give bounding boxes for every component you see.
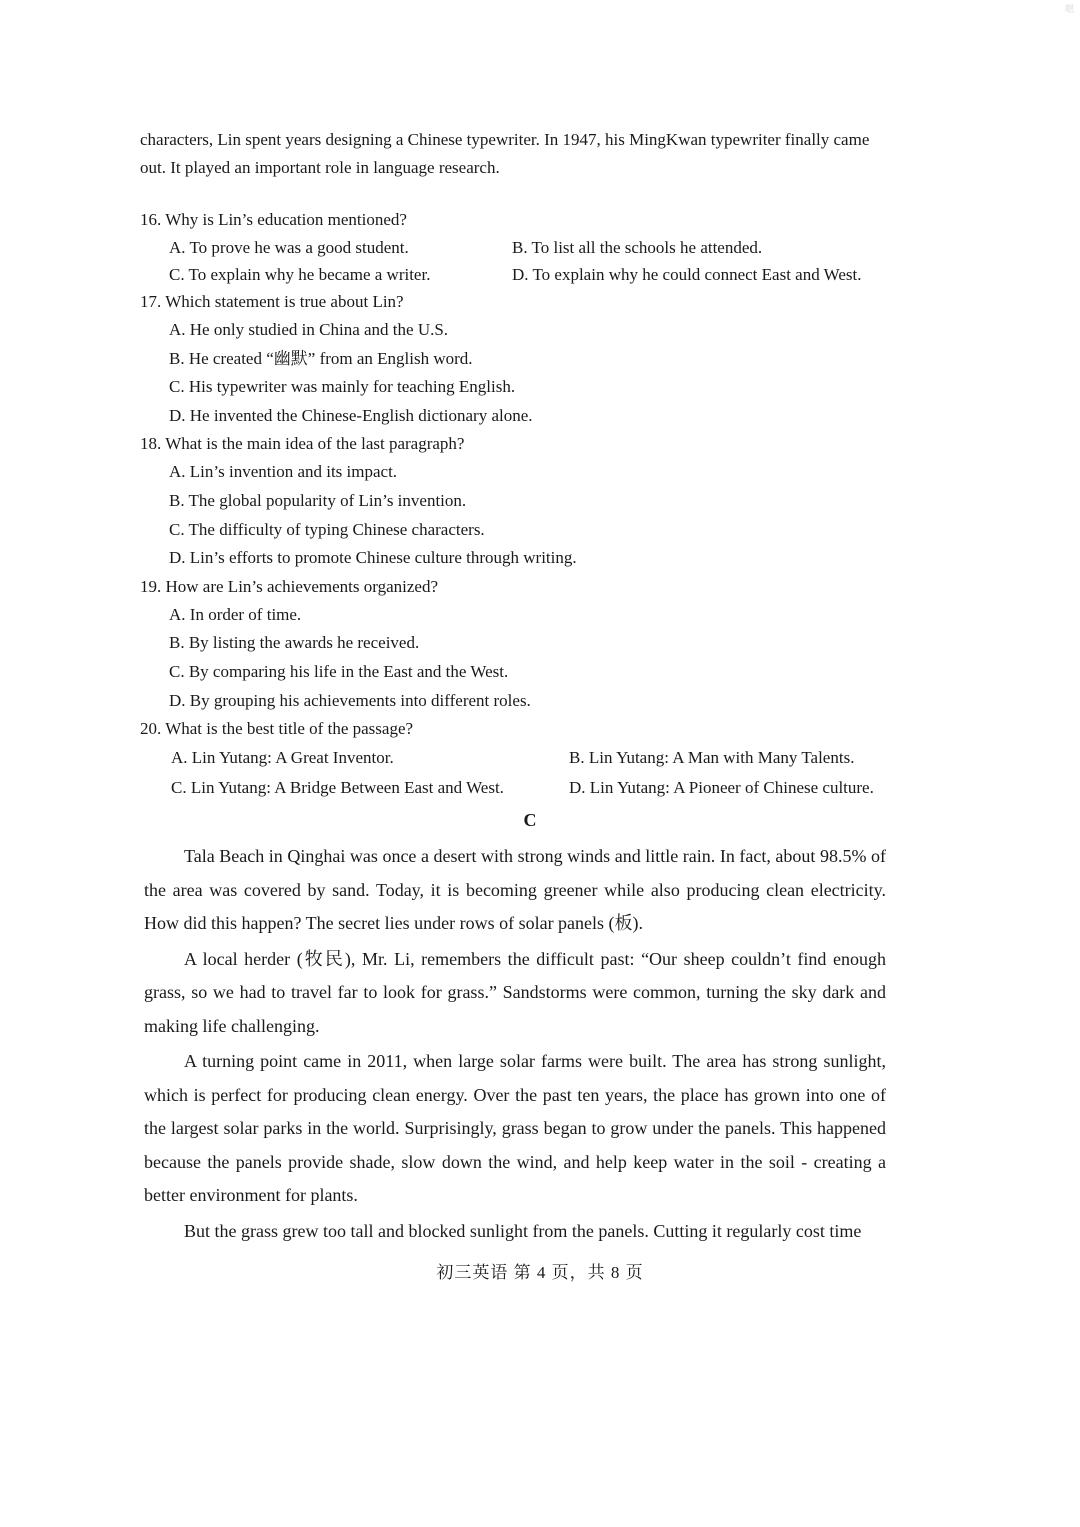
question-16 [140, 206, 900, 288]
option-c: C. Lin Yutang: A Bridge Between East and West. [171, 778, 504, 798]
passage-paragraph: A turning point came in 2011, when large solar farms were built. The area has strong sunlight, which is perfect for producing clean energy. Over the past ten years, the place has grown into one of the largest solar parks in the world. Surprisingly, grass began to grow under the panels. This happened because the panels provide shade, slow down the wind, and help keep water in the soil - creating a better environment for plants. [144, 1051, 886, 1205]
option-d: D. Lin’s efforts to promote Chinese culture through writing. [169, 548, 577, 568]
question-stem: 18. What is the main idea of the last paragraph? [140, 434, 465, 454]
option-a: A. Lin’s invention and its impact. [169, 462, 398, 482]
question-18 [140, 430, 900, 572]
option-row [169, 261, 900, 288]
option-d: D. He invented the Chinese-English dictionary alone. [169, 405, 533, 425]
option-a: A. To prove he was a good student. [169, 238, 409, 257]
option-b: B. The global popularity of Lin’s invention. [169, 490, 467, 510]
question-list [140, 206, 900, 803]
question-19 [140, 573, 900, 715]
option-c: C. By comparing his life in the East and the West. [169, 661, 509, 681]
section-heading: C [523, 810, 537, 830]
option-c: C. His typewriter was mainly for teaching English. [169, 377, 516, 397]
option-a: A. Lin Yutang: A Great Inventor. [171, 748, 394, 768]
option-b: B. Lin Yutang: A Man with Many Talents. [569, 748, 855, 768]
option-a: A. He only studied in China and the U.S. [169, 320, 449, 339]
passage-paragraph: A local herder (牧民), Mr. Li, remembers the difficult past: “Our sheep couldn’t find enough grass, so we had to travel far to look for grass.” Sandstorms were common, turning the sky dark and making life challenging. [144, 948, 886, 1036]
question-stem: 19. How are Lin’s achievements organized? [140, 576, 439, 596]
option-b: B. By listing the awards he received. [169, 633, 420, 653]
question-stem: 16. Why is Lin’s education mentioned? [140, 210, 407, 229]
passage-paragraph: But the grass grew too tall and blocked sunlight from the panels. Cutting it regularly cost time [184, 1220, 862, 1241]
option-c: C. To explain why he became a writer. [169, 265, 431, 284]
option-row [171, 743, 900, 773]
option-c: C. The difficulty of typing Chinese characters. [169, 519, 485, 539]
option-b: B. He created “幽默” from an English word. [169, 348, 473, 368]
option-d: D. To explain why he could connect East and West. [512, 265, 862, 284]
option-d: D. By grouping his achievements into different roles. [169, 690, 531, 710]
question-stem: 20. What is the best title of the passage? [140, 719, 414, 739]
page-footer: 初三英语 第 4 页，共 8 页 [436, 1263, 644, 1282]
question-stem: 17. Which statement is true about Lin? [140, 292, 404, 311]
option-row [169, 234, 900, 261]
reading-passage [144, 840, 886, 1248]
passage-paragraph: Tala Beach in Qinghai was once a desert with strong winds and little rain. In fact, about 98.5% of the area was covered by sand. Today, it is becoming greener while also producing clean electricity. How did this happen? The secret lies under rows of solar panels (板). [144, 846, 886, 933]
option-b: B. To list all the schools he attended. [512, 238, 763, 257]
option-a: A. In order of time. [169, 604, 302, 624]
option-row [171, 773, 900, 803]
corner-mark: 嗯 [1064, 5, 1074, 15]
option-d: D. Lin Yutang: A Pioneer of Chinese culture. [569, 778, 874, 798]
intro-paragraph: characters, Lin spent years designing a Chinese typewriter. In 1947, his MingKwan typewriter finally came out. It played an important role in language research. [140, 130, 870, 177]
question-20 [140, 715, 900, 803]
question-17 [140, 288, 900, 430]
